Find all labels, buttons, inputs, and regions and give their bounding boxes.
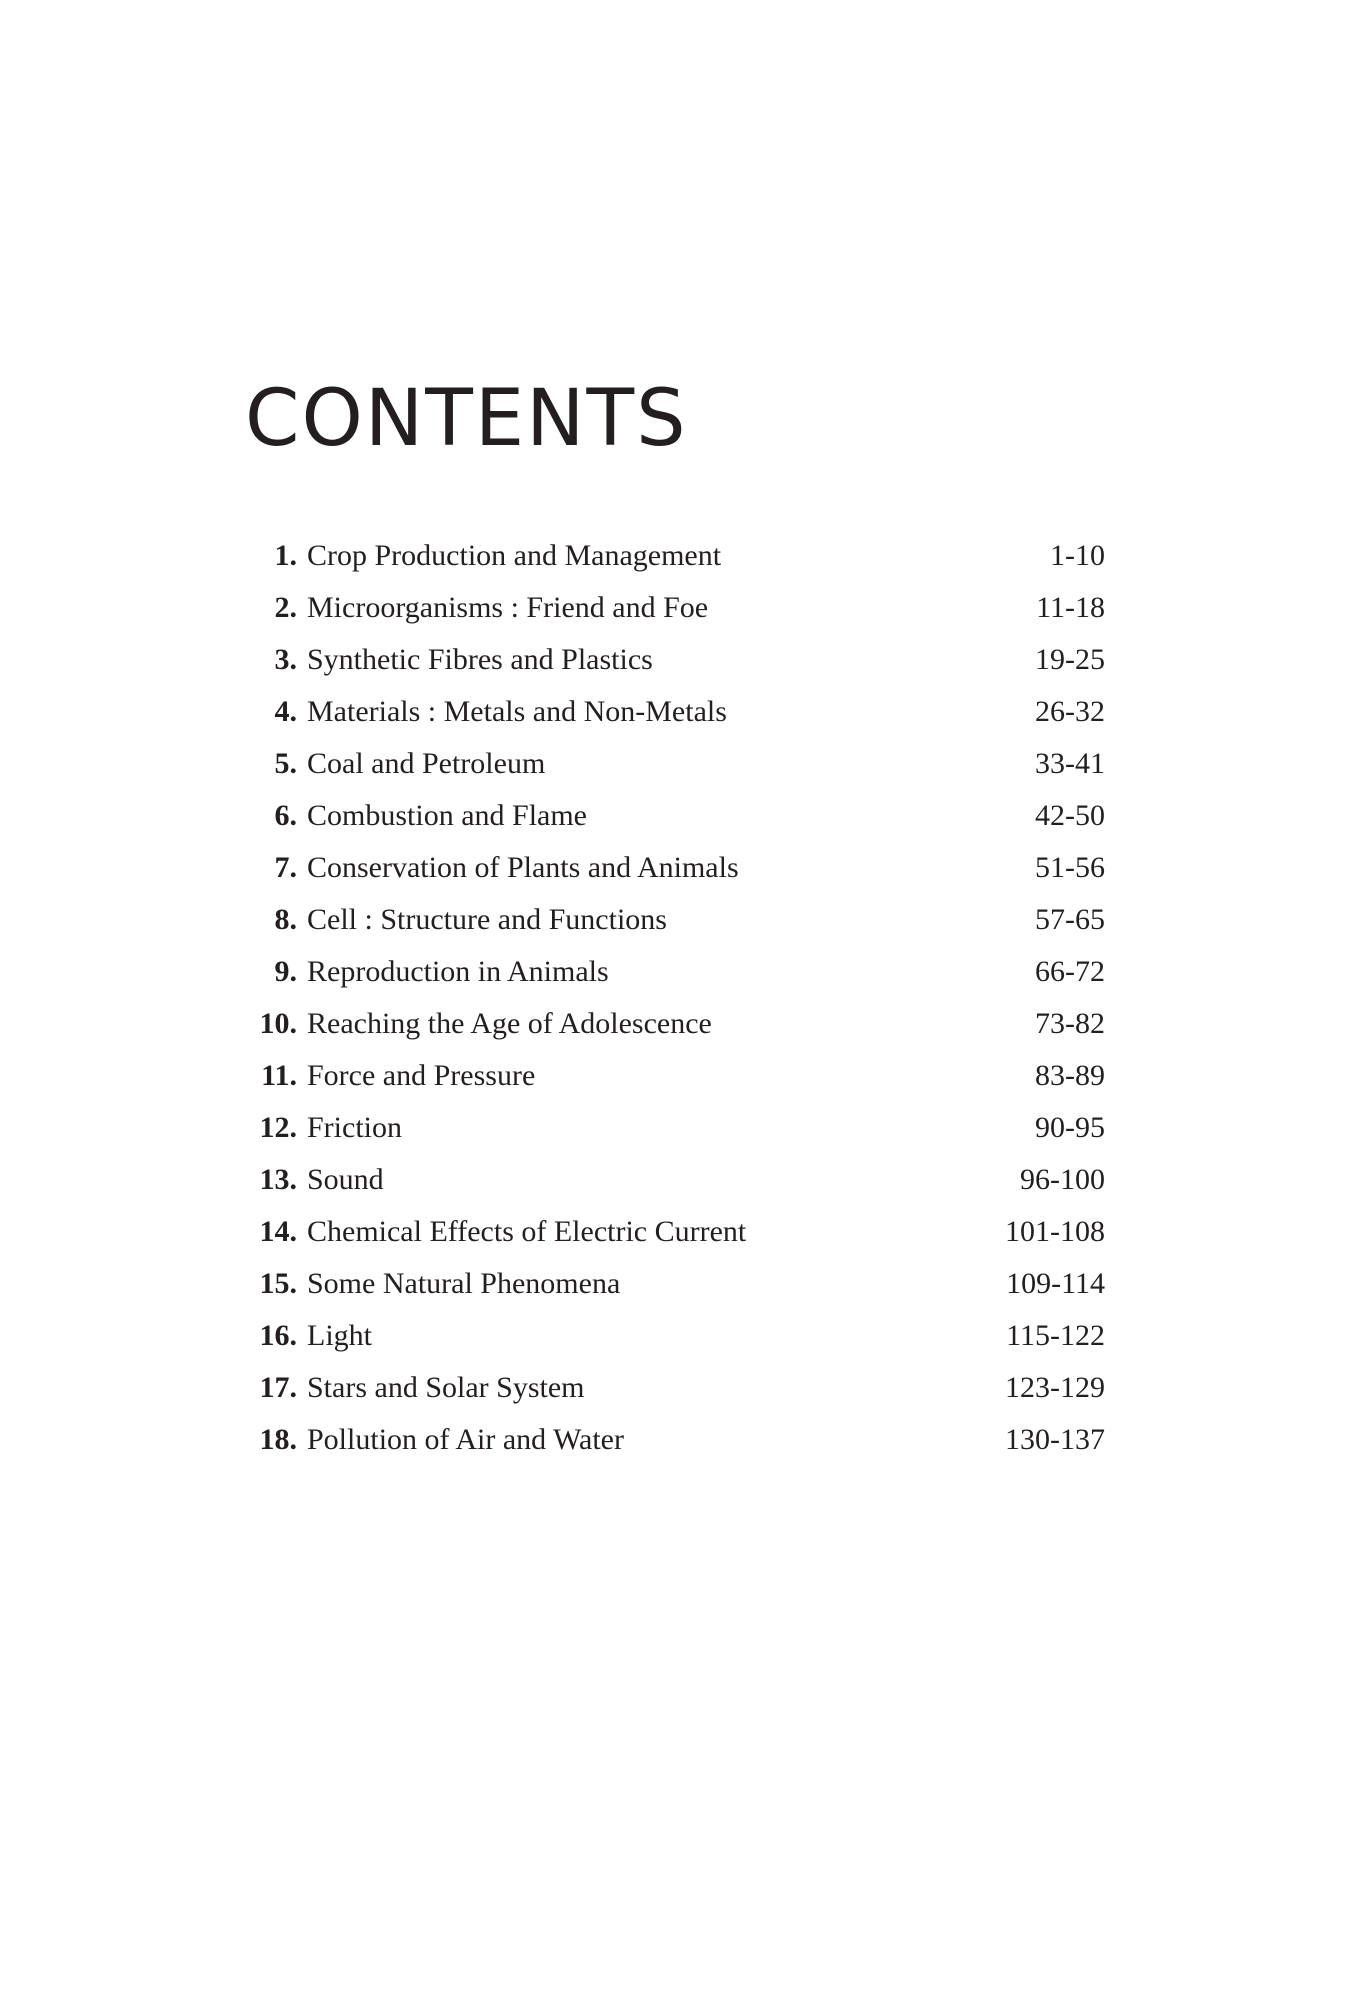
chapter-title: Some Natural Phenomena [307, 1267, 621, 1300]
page-range: 42-50 [1035, 799, 1105, 832]
toc-entry [245, 998, 1105, 1050]
chapter-number: 14. [259, 1215, 297, 1248]
chapter-title: Light [307, 1319, 372, 1352]
table-of-contents [245, 530, 1105, 1466]
chapter-title: Coal and Petroleum [307, 747, 546, 780]
chapter-title: Reproduction in Animals [307, 955, 609, 988]
page-range: 1-10 [1050, 539, 1105, 572]
toc-entry [245, 582, 1105, 634]
page-range: 115-122 [1006, 1319, 1105, 1352]
chapter-title: Cell : Structure and Functions [307, 903, 667, 936]
page-range: 96-100 [1020, 1163, 1105, 1196]
chapter-number: 6. [274, 799, 297, 832]
page-range: 73-82 [1035, 1007, 1105, 1040]
page-range: 51-56 [1035, 851, 1105, 884]
chapter-title: Materials : Metals and Non-Metals [307, 695, 727, 728]
page-range: 11-18 [1036, 591, 1105, 624]
chapter-number: 3. [274, 643, 297, 676]
chapter-number: 9. [274, 955, 297, 988]
page-range: 90-95 [1035, 1111, 1105, 1144]
toc-entry [245, 790, 1105, 842]
chapter-title: Crop Production and Management [307, 539, 722, 572]
chapter-title: Force and Pressure [307, 1059, 536, 1092]
chapter-title: Microorganisms : Friend and Foe [307, 591, 709, 624]
toc-entry [245, 1206, 1105, 1258]
page-range: 109-114 [1006, 1267, 1105, 1300]
chapter-number: 11. [261, 1059, 297, 1092]
chapter-title: Chemical Effects of Electric Current [307, 1215, 747, 1248]
chapter-number: 17. [259, 1371, 297, 1404]
toc-entry [245, 946, 1105, 998]
chapter-number: 2. [274, 591, 297, 624]
chapter-number: 13. [259, 1163, 297, 1196]
page-range: 57-65 [1035, 903, 1105, 936]
chapter-title: Reaching the Age of Adolescence [307, 1007, 712, 1040]
chapter-number: 1. [274, 539, 297, 572]
chapter-number: 4. [274, 695, 297, 728]
chapter-title: Synthetic Fibres and Plastics [307, 643, 653, 676]
chapter-number: 10. [259, 1007, 297, 1040]
toc-entry [245, 634, 1105, 686]
toc-entry [245, 842, 1105, 894]
toc-entry [245, 1310, 1105, 1362]
toc-entry [245, 1102, 1105, 1154]
chapter-title: Sound [307, 1163, 384, 1196]
page-range: 26-32 [1035, 695, 1105, 728]
toc-entry [245, 686, 1105, 738]
chapter-number: 5. [274, 747, 297, 780]
page-range: 130-137 [1005, 1423, 1105, 1456]
chapter-number: 16. [259, 1319, 297, 1352]
chapter-title: Conservation of Plants and Animals [307, 851, 739, 884]
toc-entry [245, 530, 1105, 582]
page-range: 83-89 [1035, 1059, 1105, 1092]
toc-entry [245, 1050, 1105, 1102]
chapter-title: Combustion and Flame [307, 799, 587, 832]
chapter-title: Friction [307, 1111, 402, 1144]
toc-entry [245, 1154, 1105, 1206]
chapter-number: 7. [274, 851, 297, 884]
chapter-number: 12. [259, 1111, 297, 1144]
toc-entry [245, 1414, 1105, 1466]
page-range: 19-25 [1035, 643, 1105, 676]
page-range: 123-129 [1005, 1371, 1105, 1404]
toc-entry [245, 1362, 1105, 1414]
chapter-title: Pollution of Air and Water [307, 1423, 624, 1456]
toc-entry [245, 738, 1105, 790]
page-range: 101-108 [1005, 1215, 1105, 1248]
chapter-number: 8. [274, 903, 297, 936]
toc-entry [245, 1258, 1105, 1310]
page-title: CONTENTS [245, 374, 688, 464]
toc-entry [245, 894, 1105, 946]
chapter-title: Stars and Solar System [307, 1371, 585, 1404]
chapter-number: 18. [259, 1423, 297, 1456]
chapter-number: 15. [259, 1267, 297, 1300]
page-range: 66-72 [1035, 955, 1105, 988]
page-range: 33-41 [1035, 747, 1105, 780]
